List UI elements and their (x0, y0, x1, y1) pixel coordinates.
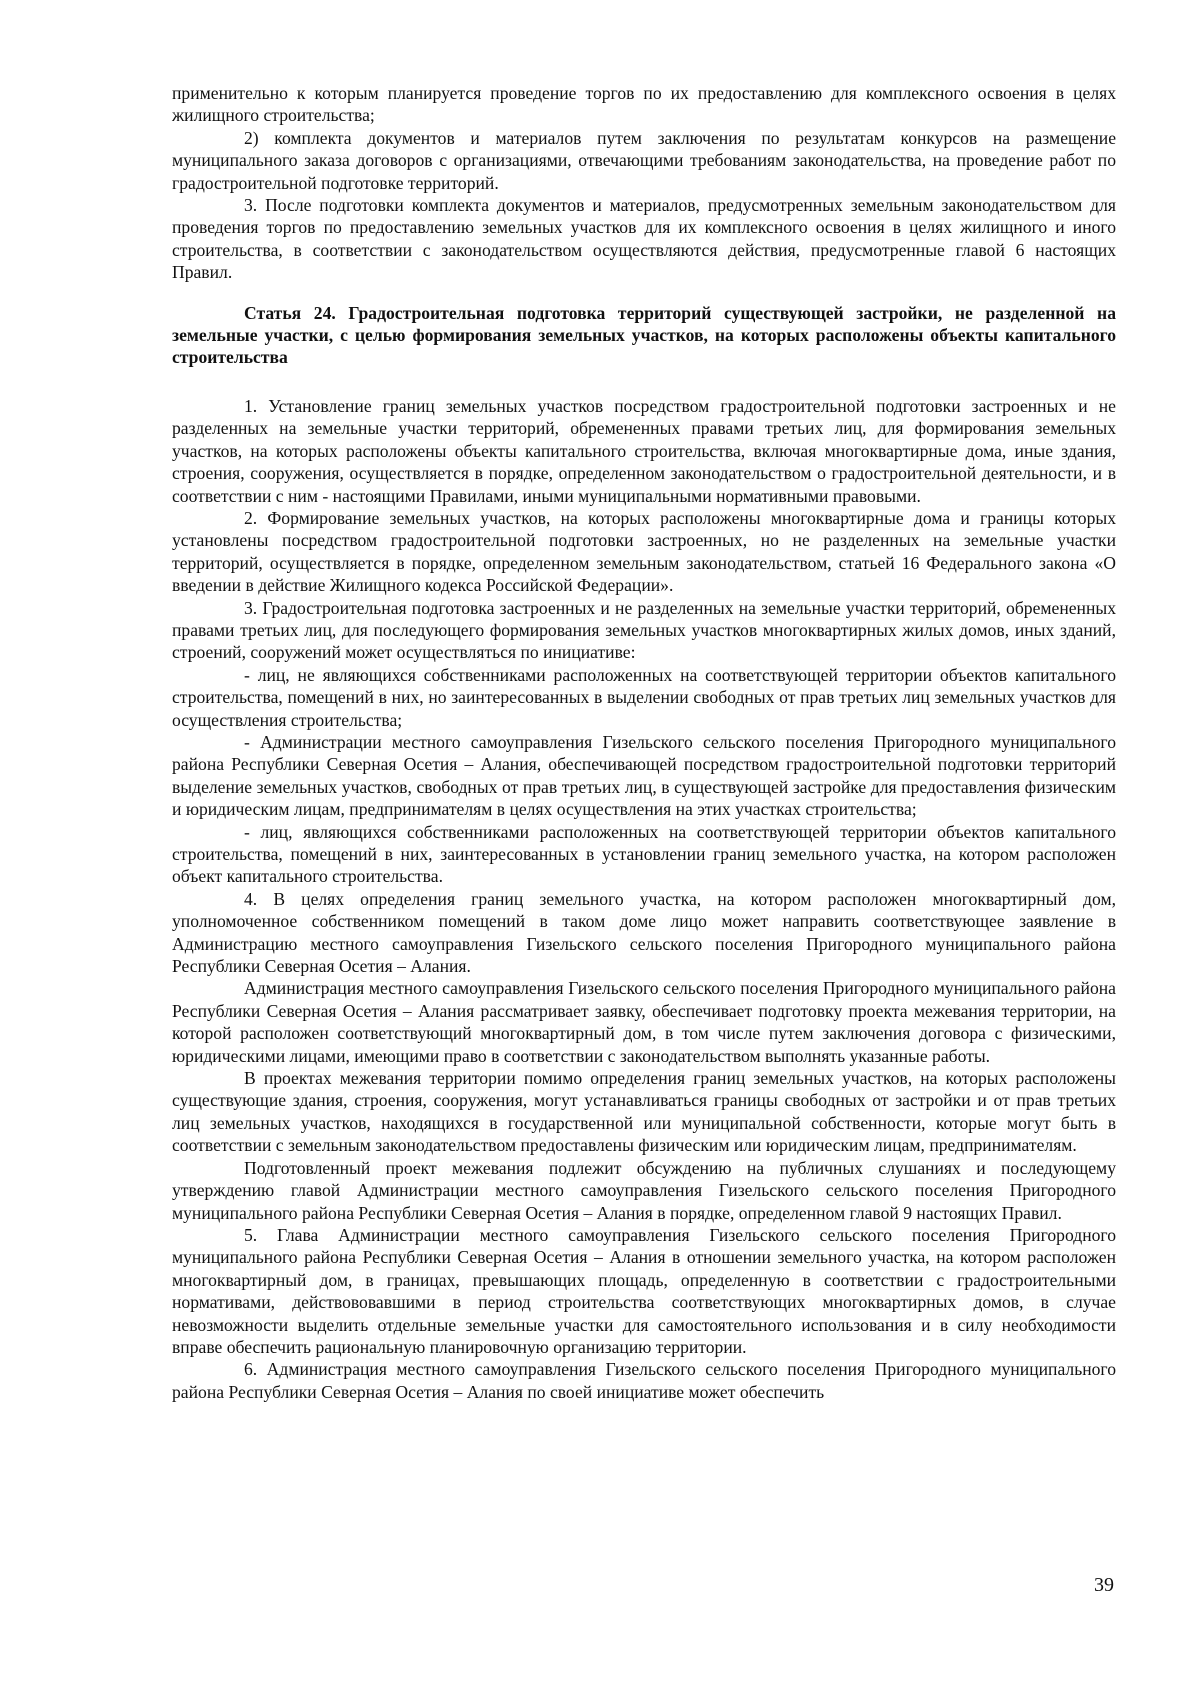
paragraph-5: 5. Глава Администрации местного самоуправления Гизельского сельского поселения Пригородного муниципального района Республики Северная Осетия – Алания в отношении земельного участка, на котором расположен многоквартирный дом, в границах, превышающих площадь, определенную в соответствии с градостроительными нормативами, действововавшими в период строительства соответствующих многоквартирных домов, в случае невозможности выделить отдельные земельные участки для самостоятельного использования и в силу необходимости вправе обеспечить рациональную планировочную организацию территории. (172, 1224, 1116, 1357)
paragraph-4-projects: В проектах межевания территории помимо определения границ земельных участков, на которых расположены существующие здания, строения, сооружения, могут устанавливаться границы свободных от застройки и от прав третьих лиц земельных участков, находящихся в государственной или муниципальной собственности, которые могут быть в соответствии с земельным законодательством предоставлены физическим или юридическим лицам, предпринимателям. (172, 1068, 1116, 1156)
paragraph-4: 4. В целях определения границ земельного участка, на котором расположен многоквартирный дом, уполномоченное собственником помещений в таком доме лицо может направить соответствующее заявление в Администрацию местного самоуправления Гизельского сельского поселения Пригородного муниципального района Республики Северная Осетия – Алания. (172, 888, 1116, 977)
paragraph-3: 3. Градостроительная подготовка застроенных и не разделенных на земельные участки территорий, обремененных правами третьих лиц, для последующего формирования земельных участков многоквартирных жилых домов, иных зданий, строений, сооружений может осуществляться по инициативе: (172, 597, 1116, 663)
list-item-initiative-1: - лиц, не являющихся собственниками расположенных на соответствующей территории объектов капитального строительства, помещений в них, но заинтересованных в выделении свободных от прав третьих лиц земельных участков для осуществления строительства; (172, 664, 1116, 730)
article-heading: Статья 24. Градостроительная подготовка территорий существующей застройки, не разделенной на земельные участки, с целью формирования земельных участков, на которых расположены объекты капитального строительства (172, 302, 1116, 368)
paragraph-4-admin: Администрация местного самоуправления Гизельского сельского поселения Пригородного муниципального района Республики Северная Осетия – Алания рассматривает заявку, обеспечивает подготовку проекта межевания территории, на которой расположен соответствующий многоквартирный дом, в том числе путем заключения договора с физическими, юридическими лицами, имеющими право в соответствии с законодательством выполнять указанные работы. (172, 978, 1116, 1066)
paragraph-2: 2. Формирование земельных участков, на которых расположены многоквартирные дома и границы которых установлены посредством градостроительной подготовки застроенных, но не разделенных на земельные участки территорий, осуществляется в порядке, определенном земельным законодательством, статьей 16 Федерального закона «О введении в действие Жилищного кодекса Российской Федерации». (172, 507, 1116, 596)
page-number: 39 (1094, 1574, 1114, 1596)
intro-paragraph-2: 2) комплекта документов и материалов путем заключения по результатам конкурсов на размещение муниципального заказа договоров с организациями, отвечающими требованиям законодательства, на проведение работ по градостроительной подготовке территорий. (172, 127, 1116, 193)
list-item-initiative-2: - Администрации местного самоуправления Гизельского сельского поселения Пригородного муниципального района Республики Северная Осетия – Алания, обеспечивающей посредством градостроительной подготовки территорий выделение земельных участков, свободных от прав третьих лиц, в существующей застройке для предоставления физическим и юридическим лицам, предпринимателям в целях осуществления на этих участках строительства; (172, 731, 1116, 820)
paragraph-6: 6. Администрация местного самоуправления Гизельского сельского поселения Пригородного муниципального района Республики Северная Осетия – Алания по своей инициативе может обеспечить (172, 1359, 1116, 1402)
intro-paragraph-3: 3. После подготовки комплекта документов и материалов, предусмотренных земельным законодательством для проведения торгов по предоставлению земельных участков для их комплексного освоения в целях жилищного и иного строительства, в соответствии с законодательством осуществляются действия, предусмотренные главой 6 настоящих Правил. (172, 195, 1116, 283)
list-item-initiative-3: - лиц, являющихся собственниками расположенных на соответствующей территории объектов капитального строительства, помещений в них, заинтересованных в установлении границ земельного участка, на котором расположен объект капитального строительства. (172, 821, 1116, 887)
paragraph-1: 1. Установление границ земельных участков посредством градостроительной подготовки застроенных и не разделенных на земельные участки территорий, обремененных правами третьих лиц, для формирования земельных участков, на которых расположены объекты капитального строительства, включая многоквартирные дома, иные здания, строения, сооружения, осуществляется в порядке, определенном законодательством о градостроительной деятельности, и в соответствии с ним - настоящими Правилами, иными муниципальными нормативными правовыми. (172, 395, 1116, 506)
intro-paragraph-1: применительно к которым планируется проведение торгов по их предоставлению для комплексного освоения в целях жилищного строительства; (172, 83, 1116, 126)
paragraph-4-hearings: Подготовленный проект межевания подлежит обсуждению на публичных слушаниях и последующему утверждению главой Администрации местного самоуправления Гизельского сельского поселения Пригородного муниципального района Республики Северная Осетия – Алания в порядке, определенном главой 9 настоящих Правил. (172, 1157, 1116, 1223)
document-page (172, 82, 1116, 1403)
